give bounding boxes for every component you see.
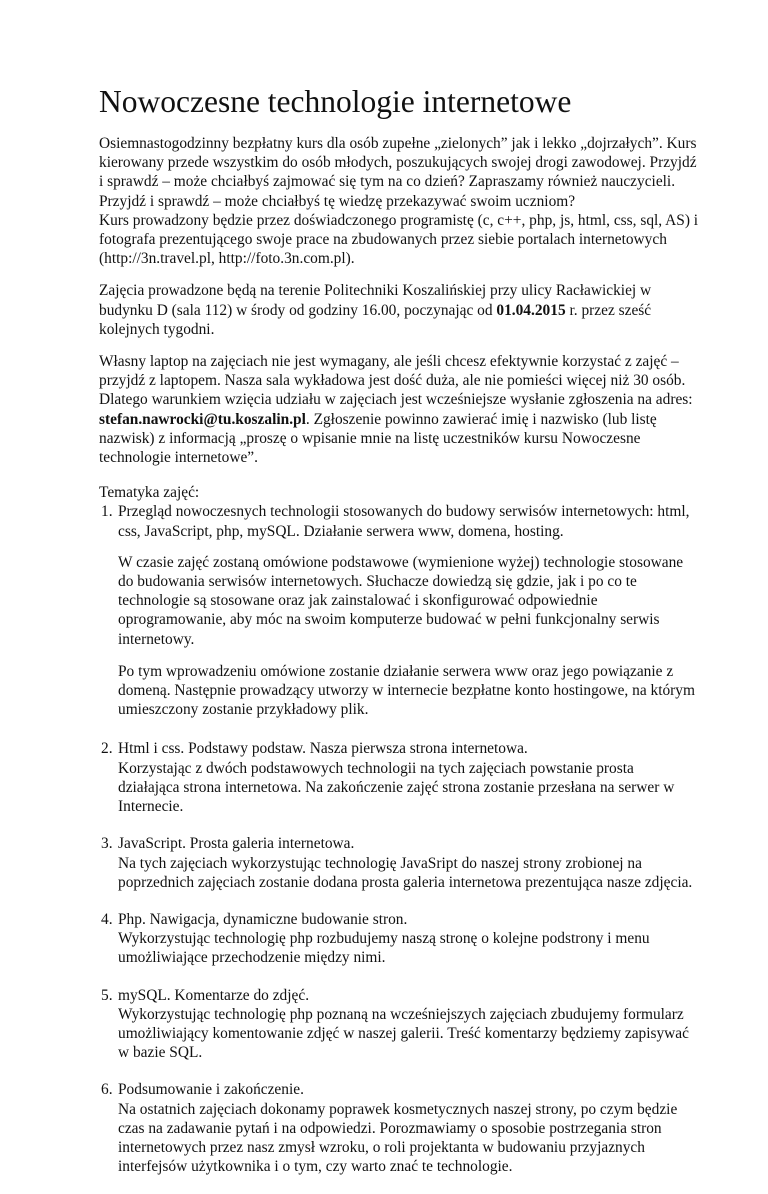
list-item: [99, 739, 699, 816]
laptop-text: Własny laptop na zajęciach nie jest wymagany, ale jeśli chcesz efektywnie korzystać z zajęć – przyjdź z laptopem. Nasza sala wykładowa jest dość duża, ale nie pomieści więcej niż 30 osób. Dlatego warunkiem wzięcia udziału w zajęciach jest wcześniejsze wysłanie zgłoszenia na adres:: [99, 353, 693, 409]
list-item: [99, 986, 699, 1063]
item-number: 6.: [101, 1081, 113, 1099]
laptop-paragraph: [99, 352, 699, 467]
item-heading: Przegląd nowoczesnych technologii stosowanych do budowy serwisów internetowych: html, css, JavaScript, php, mySQL. Działanie serwera www, domena, hosting.: [118, 503, 690, 540]
location-text-end: r. przez sześć kolejnych tygodni.: [99, 301, 652, 338]
location-paragraph: [99, 281, 699, 339]
list-item: [99, 1080, 699, 1176]
item-number: 2.: [101, 740, 113, 758]
laptop-text-end: . Zgłoszenie powinno zawierać imię i nazwisko (lub listę nazwisk) z informacją „proszę o wpisanie mnie na listę uczestników kursu Nowoczesne technologie internetowe”.: [99, 410, 657, 467]
item-description: Wykorzystując technologię php rozbudujemy naszą stronę o kolejne podstrony i menu umożliwiające przechodzenie między nimi.: [118, 930, 650, 967]
location-text: Zajęcia prowadzone będą na terenie Politechniki Koszalińskiej przy ulicy Racławickiej w budynku D (sala 112) w środy od godziny 16.00, poczynając od: [99, 282, 652, 319]
item-heading: JavaScript. Prosta galeria internetowa.: [118, 835, 355, 853]
list-item: [99, 910, 699, 968]
item-heading: Php. Nawigacja, dynamiczne budowanie stron.: [118, 910, 408, 928]
item-number: 5.: [101, 986, 113, 1004]
list-item: [99, 502, 699, 719]
list-item: [99, 834, 699, 892]
topics-label: Tematyka zajęć:: [99, 484, 200, 502]
item-description: Po tym wprowadzeniu omówione zostanie działanie serwera www oraz jego powiązanie z domeną. Następnie prowadzący utworzy w internecie bezpłatne konto hostingowe, na którym umieszczony zostanie przykładowy plik.: [118, 662, 695, 719]
contact-email: stefan.nawrocki@tu.koszalin.pl: [99, 410, 306, 428]
item-number: 3.: [101, 835, 113, 853]
intro-text-1: Osiemnastogodzinny bezpłatny kurs dla osób zupełne „zielonych” jak i lekko „dojrzałych”. Kurs kierowany przede wszystkim do osób młodych, poszukujących swojej drogi zawodowej. Przyjdź i sprawdź – może chciałbyś zajmować się tym na co dzień? Zapraszamy również nauczycieli. Przyjdź i sprawdź – może chciałbyś tę wiedzę przekazywać swoim uczniom?: [99, 135, 697, 210]
item-description: W czasie zajęć zostaną omówione podstawowe (wymienione wyżej) technologie stosowane do budowania serwisów internetowych. Słuchacze dowiedzą się gdzie, jak i po co te technologie są stosowane oraz jak zainstalować i skonfigurować odpowiednie oprogramowanie, aby móc na swoim komputerze budować w pełni funkcjonalny serwis internetowy.: [118, 553, 684, 648]
item-description: Na tych zajęciach wykorzystując technologię JavaSript do naszej strony zrobionej na poprzednich zajęciach zostanie dodana prosta galeria internetowa prezentująca nasze zdjęcia.: [118, 854, 693, 891]
start-date: 01.04.2015: [496, 301, 566, 319]
document-body: [99, 134, 699, 1194]
item-heading: Podsumowanie i zakończenie.: [118, 1081, 304, 1099]
intro-paragraph: [99, 134, 699, 268]
item-description: Korzystając z dwóch podstawowych technologii na tych zajęciach powstanie prosta działająca strona internetowa. Na zakończenie zajęć strona zostanie przesłana na serwer w Internecie.: [118, 759, 675, 816]
item-description: Wykorzystując technologię php poznaną na wcześniejszych zajęciach zbudujemy formularz umożliwiający komentowanie zdjęć w naszej galerii. Treść komentarzy będziemy zapisywać w bazie SQL.: [118, 1005, 689, 1062]
item-number: 1.: [101, 503, 113, 521]
intro-text-2: Kurs prowadzony będzie przez doświadczonego programistę (c, c++, php, js, html, css, sql, AS) i fotografa prezentującego swoje prace na zbudowanych przez siebie portalach internetowych (http://3n.travel.pl, http://foto.3n.com.pl).: [99, 211, 699, 268]
item-heading: mySQL. Komentarze do zdjęć.: [118, 986, 310, 1004]
item-number: 4.: [101, 910, 113, 928]
document-title: Nowoczesne technologie internetowe: [99, 84, 572, 119]
topics-list: [99, 502, 699, 1176]
item-heading: Html i css. Podstawy podstaw. Nasza pierwsza strona internetowa.: [118, 740, 528, 758]
item-description: Na ostatnich zajęciach dokonamy poprawek kosmetycznych naszej strony, po czym będzie czas na zadawanie pytań i na odpowiedzi. Porozmawiamy o sposobie postrzegania stron internetowych przez nasz zmysł wzroku, o roli projektanta w budowaniu przyjaznych interfejsów użytkownika i o tym, czy warto znać te technologie.: [118, 1100, 678, 1176]
